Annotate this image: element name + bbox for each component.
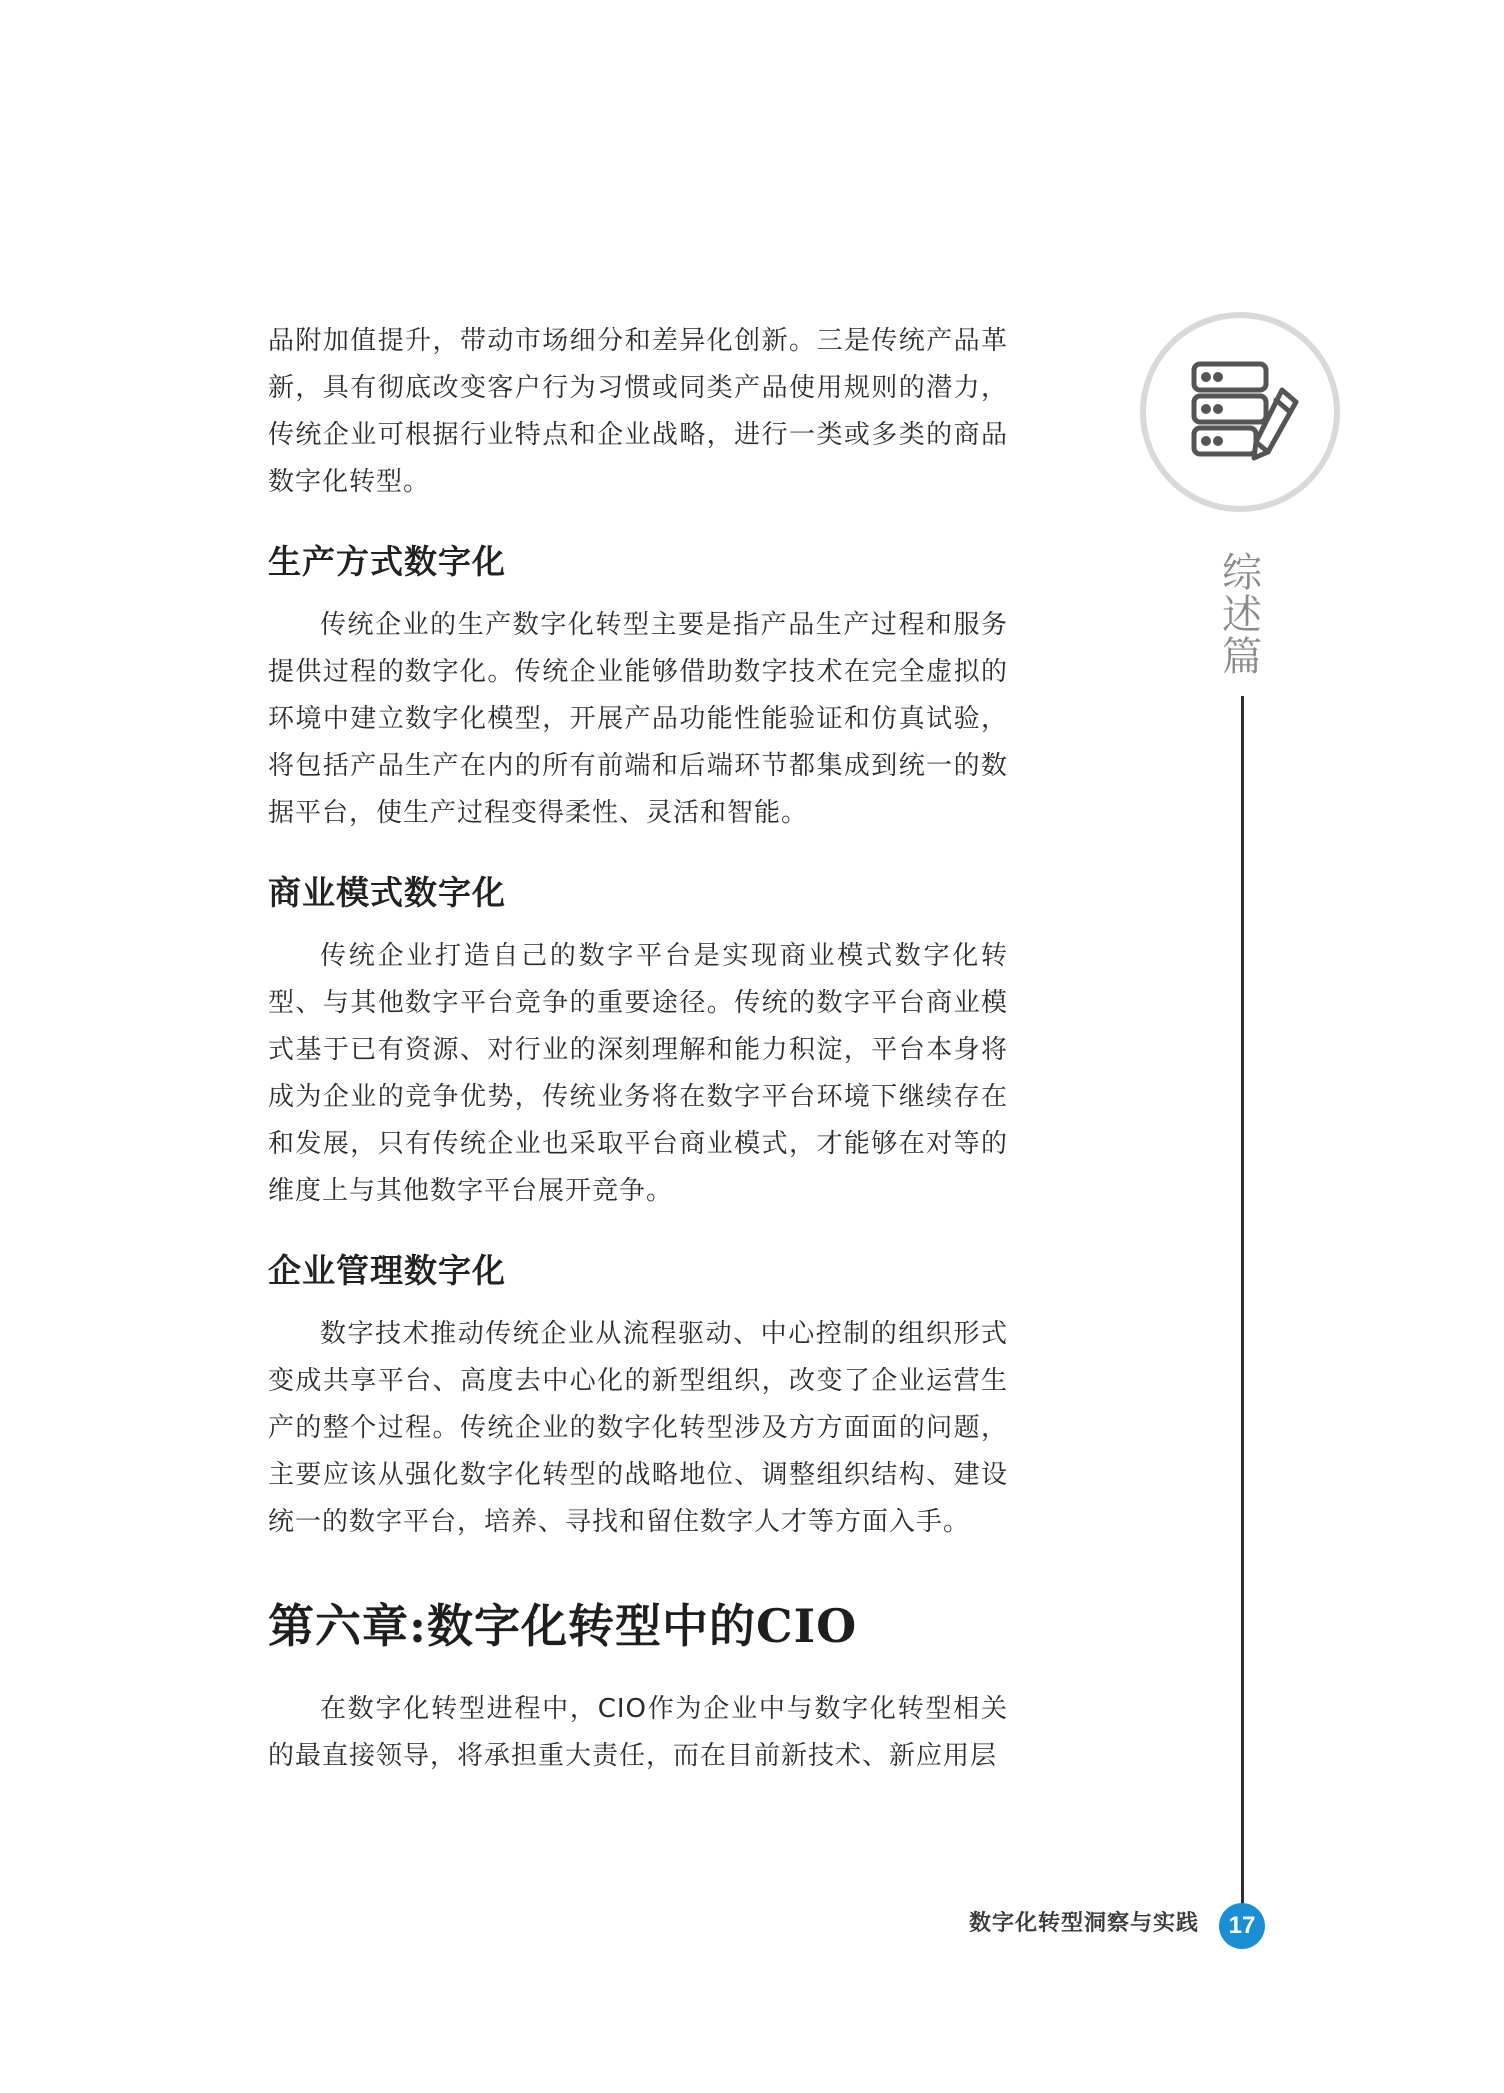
section-paragraph-business-model: 传统企业打造自己的数字平台是实现商业模式数字化转型、与其他数字平台竞争的重要途径。传统的数字平台商业模式基于已有资源、对行业的深刻理解和能力积淀，平台本身将成为企业的竞争优势，传统业务将在数字平台环境下继续存在和发展，只有传统企业也采取平台商业模式，才能够在对等的维度上与其他数字平台展开竞争。 [268,941,1008,1206]
section-paragraph-management: 数字技术推动传统企业从流程驱动、中心控制的组织形式变成共享平台、高度去中心化的新型组织，改变了企业运营生产的整个过程。传统企业的数字化转型涉及方方面面的问题，主要应该从强化数字化转型的战略地位、调整组织结构、建设统一的数字平台，培养、寻找和留住数字人才等方面入手。 [268,1319,1008,1537]
side-divider-line [1241,696,1244,1914]
section-badge [1140,312,1340,512]
section-title-business-model: 商业模式数字化 [268,873,506,912]
section-title-management: 企业管理数字化 [268,1251,506,1290]
chapter-title: 第六章:数字化转型中的CIO [268,1599,858,1653]
footer-book-title: 数字化转型洞察与实践 [968,1911,1199,1936]
section-paragraph-production: 传统企业的生产数字化转型主要是指产品生产过程和服务提供过程的数字化。传统企业能够借助数字技术在完全虚拟的环境中建立数字化模型，开展产品功能性能验证和仿真试验，将包括产品生产在内的所有前端和后端环节都集成到统一的数据平台，使生产过程变得柔性、灵活和智能。 [268,610,1008,828]
document-edit-icon [1184,352,1308,476]
intro-paragraph: 品附加值提升，带动市场细分和差异化创新。三是传统产品革新，具有彻底改变客户行为习惯或同类产品使用规则的潜力，传统企业可根据行业特点和企业战略，进行一类或多类的商品数字化转型。 [268,326,1008,497]
page-content [268,318,1008,1780]
side-section-label: 综述篇 [1222,550,1262,680]
page-number-badge: 17 [1219,1903,1265,1949]
section-title-production: 生产方式数字化 [268,542,506,581]
chapter-paragraph: 在数字化转型进程中，CIO作为企业中与数字化转型相关的最直接领导，将承担重大责任，而在目前新技术、新应用层 [268,1694,1008,1771]
